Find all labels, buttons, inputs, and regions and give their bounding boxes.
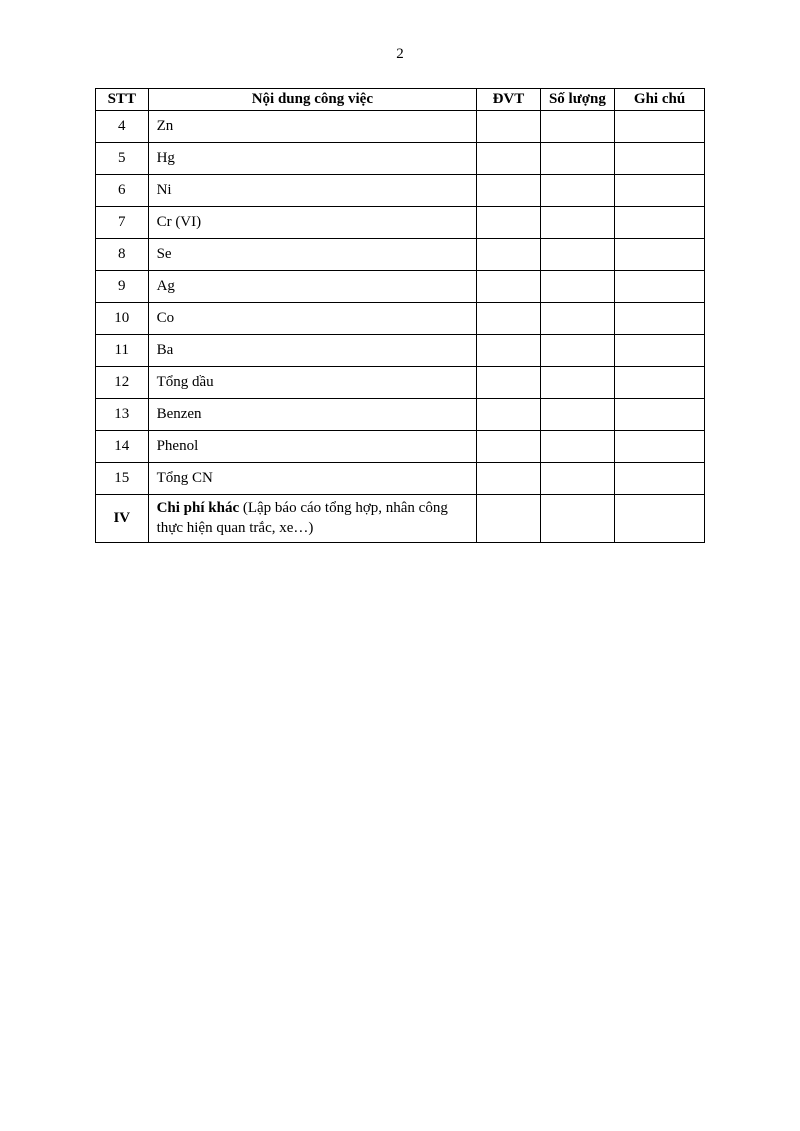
cell-so-luong	[540, 207, 614, 239]
cell-stt: 12	[96, 367, 149, 399]
cell-so-luong	[540, 463, 614, 495]
cell-noi-dung: Ni	[148, 175, 477, 207]
table-row	[96, 271, 705, 303]
cell-ghi-chu	[615, 271, 705, 303]
cell-stt: 14	[96, 431, 149, 463]
cell-ghi-chu	[615, 335, 705, 367]
cell-so-luong	[540, 399, 614, 431]
table-row	[96, 143, 705, 175]
cell-so-luong	[540, 143, 614, 175]
column-header-ghi-chu: Ghi chú	[615, 89, 705, 111]
cell-ghi-chu	[615, 175, 705, 207]
cell-so-luong	[540, 239, 614, 271]
table-row	[96, 303, 705, 335]
table-row	[96, 399, 705, 431]
cell-noi-dung	[148, 495, 477, 543]
cell-so-luong	[540, 495, 614, 543]
cell-noi-dung-rest: (Lập báo cáo tổng hợp, nhân công thực hiện quan trắc, xe…)	[156, 500, 448, 536]
cell-so-luong	[540, 335, 614, 367]
table-row	[96, 431, 705, 463]
table-row	[96, 367, 705, 399]
cell-ghi-chu	[615, 239, 705, 271]
cell-ghi-chu	[615, 495, 705, 543]
cell-stt: 13	[96, 399, 149, 431]
cell-noi-dung: Ag	[148, 271, 477, 303]
cell-noi-dung: Benzen	[148, 399, 477, 431]
cell-stt: 5	[96, 143, 149, 175]
table-row	[96, 111, 705, 143]
cell-noi-dung: Zn	[148, 111, 477, 143]
cell-so-luong	[540, 175, 614, 207]
cell-so-luong	[540, 111, 614, 143]
table-row	[96, 335, 705, 367]
cell-noi-dung: Tổng dầu	[148, 367, 477, 399]
cell-dvt	[477, 463, 541, 495]
table-header-row	[96, 89, 705, 111]
page-number: 2	[396, 46, 404, 62]
cell-so-luong	[540, 431, 614, 463]
cell-stt: 11	[96, 335, 149, 367]
cell-stt: 10	[96, 303, 149, 335]
cell-dvt	[477, 271, 541, 303]
column-header-stt: STT	[96, 89, 149, 111]
cell-ghi-chu	[615, 143, 705, 175]
cell-dvt	[477, 207, 541, 239]
cell-stt: IV	[96, 495, 149, 543]
cell-so-luong	[540, 367, 614, 399]
cell-stt: 8	[96, 239, 149, 271]
cell-noi-dung-bold: Chi phí khác	[156, 500, 240, 517]
cell-noi-dung: Ba	[148, 335, 477, 367]
table-row	[96, 239, 705, 271]
cell-noi-dung: Cr (VI)	[148, 207, 477, 239]
cell-dvt	[477, 367, 541, 399]
cell-noi-dung: Se	[148, 239, 477, 271]
cell-ghi-chu	[615, 399, 705, 431]
cell-dvt	[477, 431, 541, 463]
cell-stt: 15	[96, 463, 149, 495]
cell-stt: 7	[96, 207, 149, 239]
cell-dvt	[477, 143, 541, 175]
column-header-noi-dung-cong-viec: Nội dung công việc	[148, 89, 477, 111]
table-row	[96, 175, 705, 207]
cell-dvt	[477, 111, 541, 143]
column-header-dvt: ĐVT	[477, 89, 541, 111]
cell-so-luong	[540, 271, 614, 303]
cell-noi-dung: Hg	[148, 143, 477, 175]
table-row	[96, 207, 705, 239]
cell-dvt	[477, 335, 541, 367]
cell-dvt	[477, 239, 541, 271]
table-row	[96, 463, 705, 495]
cell-dvt	[477, 303, 541, 335]
cell-ghi-chu	[615, 111, 705, 143]
cell-ghi-chu	[615, 367, 705, 399]
cell-ghi-chu	[615, 303, 705, 335]
table-header	[96, 89, 705, 111]
cell-noi-dung: Co	[148, 303, 477, 335]
cell-so-luong	[540, 303, 614, 335]
cell-stt: 9	[96, 271, 149, 303]
table-row-section-iv	[96, 495, 705, 543]
column-header-so-luong: Số lượng	[540, 89, 614, 111]
cell-noi-dung: Phenol	[148, 431, 477, 463]
cell-noi-dung: Tổng CN	[148, 463, 477, 495]
cell-dvt	[477, 175, 541, 207]
work-items-table-container	[95, 88, 705, 543]
cell-dvt	[477, 399, 541, 431]
cell-dvt	[477, 495, 541, 543]
cell-ghi-chu	[615, 207, 705, 239]
cell-stt: 6	[96, 175, 149, 207]
table-body	[96, 111, 705, 543]
cell-ghi-chu	[615, 463, 705, 495]
cell-stt: 4	[96, 111, 149, 143]
work-items-table	[95, 88, 705, 543]
cell-ghi-chu	[615, 431, 705, 463]
